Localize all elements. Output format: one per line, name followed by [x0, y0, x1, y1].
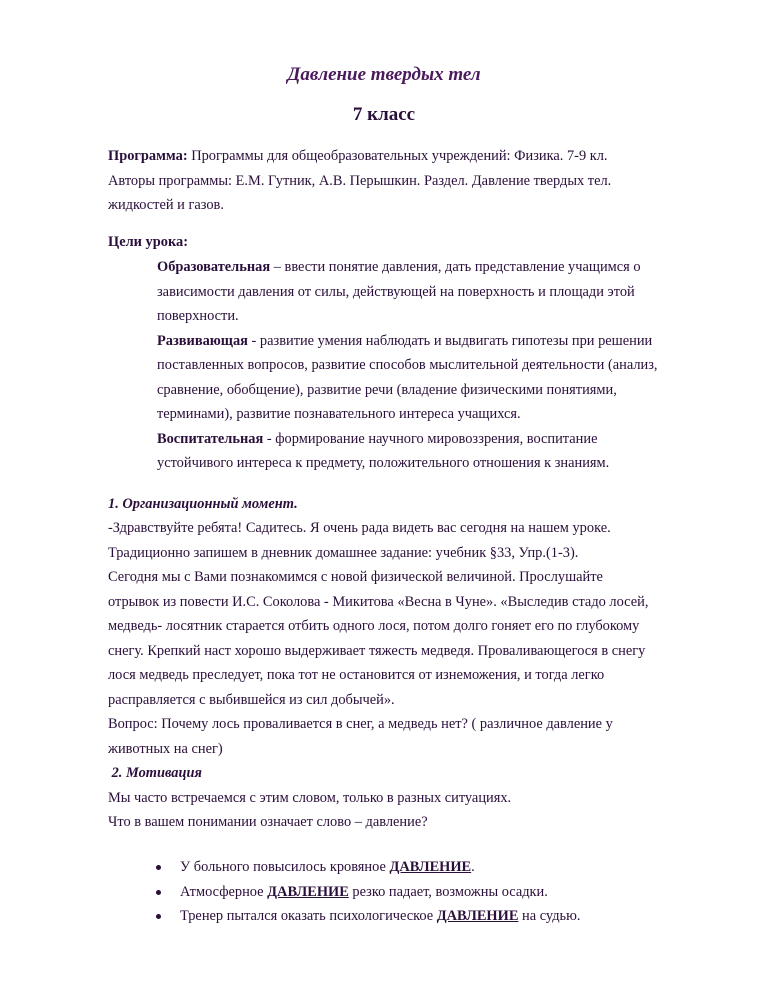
- section-1-line: расправляется с выбившейся из сил добычей».: [108, 691, 395, 708]
- section-1-line: медведь- лосятник старается отбить одного лося, потом долго гоняет его по глубокому: [108, 618, 640, 634]
- section-1-line: -Здравствуйте ребята! Садитесь. Я очень рада видеть вас сегодня на нашем уроке.: [108, 520, 611, 536]
- list-item: [108, 880, 728, 905]
- pressure-examples-list: [108, 855, 728, 929]
- section-2-heading: 2. Мотивация: [108, 765, 202, 781]
- section-2: [108, 761, 708, 835]
- dev-goal-text-4: терминами), развитие познавательного интереса учащихся.: [157, 406, 521, 422]
- section-1-line: лося медведь преследует, пока тот не остановится от изнеможения, и тогда легко: [108, 667, 605, 683]
- goals-heading: Цели урока:: [108, 234, 188, 250]
- list-item: [108, 855, 728, 880]
- edu-goal-text-2: зависимости давления от силы, действующей на поверхность и площади этой: [157, 283, 635, 300]
- section-1-line: Традиционно запишем в дневник домашнее задание: учебник §33, Упр.(1-3).: [108, 544, 579, 561]
- edu-goal-label: Образовательная: [157, 259, 271, 275]
- section-1-heading: 1. Организационный момент.: [108, 496, 298, 512]
- highlighted-word: ДАВЛЕНИЕ: [436, 908, 519, 924]
- list-item-text: .: [471, 859, 475, 875]
- section-2-line-2: Что в вашем понимании означает слово – давление?: [108, 814, 428, 830]
- bullet-icon: [156, 865, 161, 870]
- section-1-line: отрывок из повести И.С. Соколова - Микитова «Весна в Чуне». «Выследив стадо лосей,: [108, 593, 649, 610]
- upb-goal-text-1: - формирование научного мировоззрения, воспитание: [263, 430, 598, 447]
- list-item: [108, 904, 728, 929]
- bullet-icon: [156, 914, 161, 919]
- dev-goal-text-3: сравнение, обобщение), развитие речи (владение физическими понятиями,: [157, 381, 617, 398]
- program-line-2: Авторы программы: Е.М. Гутник, А.В. Перышкин. Раздел. Давление твердых тел.: [108, 172, 612, 189]
- program-paragraph: [108, 144, 708, 218]
- section-1-line: Сегодня мы с Вами познакомимся с новой физической величиной. Прослушайте: [108, 569, 603, 585]
- highlighted-word: ДАВЛЕНИЕ: [267, 883, 349, 900]
- program-line-3: жидкостей и газов.: [108, 197, 224, 213]
- program-label: Программа:: [108, 148, 188, 164]
- section-1-line: животных на снег): [108, 740, 223, 757]
- program-line-1: Программы для общеобразовательных учреждений: Физика. 7-9 кл.: [187, 148, 608, 164]
- section-1-body: [108, 516, 708, 761]
- list-item-text: Атмосферное: [180, 883, 268, 900]
- list-item-text: У больного повысилось кровяное: [180, 859, 390, 875]
- list-item-text: Тренер пытался оказать психологическое: [180, 908, 437, 924]
- upb-goal-label: Воспитательная: [157, 430, 264, 447]
- edu-goal-text-3: поверхности.: [157, 308, 239, 324]
- list-item-text: на судью.: [518, 908, 581, 924]
- list-item-text: резко падает, возможны осадки.: [348, 883, 548, 900]
- dev-goal-text-2: поставленных вопросов, развитие способов мыслительной деятельности (анализ,: [157, 357, 658, 373]
- section-1-line: Вопрос: Почему лось проваливается в снег, а медведь нет? ( различное давление у: [108, 716, 613, 732]
- dev-goal-text-1: - развитие умения наблюдать и выдвигать гипотезы при решении: [247, 332, 653, 349]
- page-title: Давление твердых тел: [287, 64, 481, 85]
- goals-list: [157, 255, 717, 476]
- edu-goal-text-1: – ввести понятие давления, дать представление учащимся о: [270, 259, 641, 275]
- section-2-line-1: Мы часто встречаемся с этим словом, только в разных ситуациях.: [108, 789, 512, 806]
- upb-goal-text-2: устойчивого интереса к предмету, положительного отношения к знаниям.: [157, 455, 610, 471]
- bullet-icon: [156, 890, 161, 895]
- highlighted-word: ДАВЛЕНИЕ: [389, 859, 472, 875]
- grade-heading: 7 класс: [352, 104, 416, 125]
- section-1-line: снегу. Крепкий наст хорошо выдерживает тяжесть медведя. Проваливающегося в снегу: [108, 642, 646, 659]
- dev-goal-label: Развивающая: [157, 332, 248, 349]
